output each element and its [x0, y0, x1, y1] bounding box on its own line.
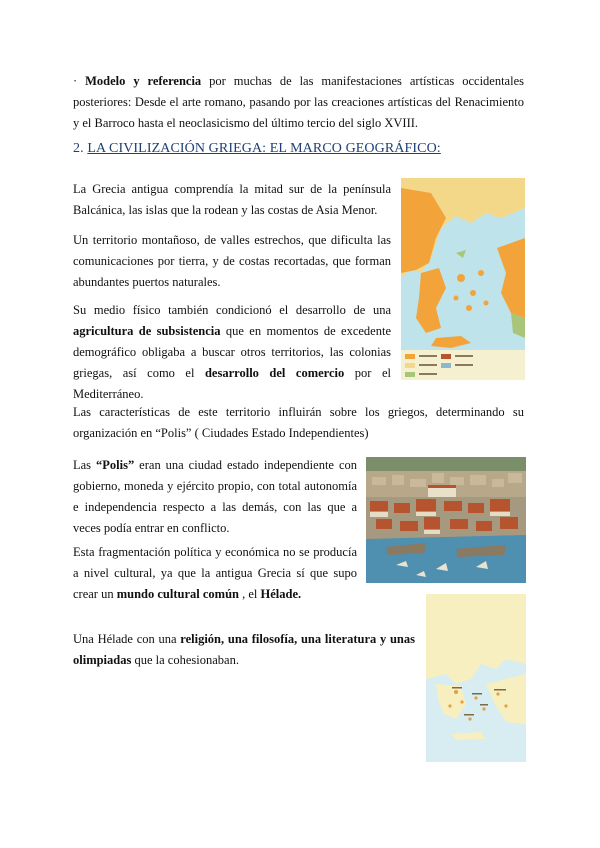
paragraph-3	[73, 300, 391, 405]
p6-bold-helade: Hélade.	[260, 587, 302, 601]
p7-text-c: que la cohesionaban.	[131, 653, 239, 667]
p6-text-c: , el	[238, 587, 261, 601]
paragraph-6	[73, 542, 357, 605]
p5-bold-polis: “Polis”	[96, 458, 135, 472]
paragraph-1: La Grecia antigua comprendía la mitad sur de la península Balcánica, las islas que la rodean y las costas de Asia Menor.	[73, 182, 391, 217]
paragraph-2: Un territorio montañoso, de valles estrechos, que dificulta las comunicaciones por tierra, y de costas recortadas, que forman abundantes puertos naturales.	[73, 233, 391, 289]
hellenic-world-map	[426, 594, 526, 762]
bullet: ·	[73, 74, 78, 88]
intro-bold: Modelo y referencia	[85, 74, 202, 88]
polis-city-illustration	[366, 457, 526, 583]
p6-bold-mundo: mundo cultural común	[116, 587, 239, 601]
intro-text: por muchas de las manifestaciones artísticas occidentales posteriores: Desde el arte romano, pasando por las creaciones artísticas del Renacimiento y el Barroco hasta el neoclasicismo del último tercio del siglo XVIII.	[73, 74, 524, 130]
p3-bold-agricultura: agricultura de subsistencia	[73, 324, 221, 338]
p6-text-a: Esta fragmentación política y económica no se producía a nivel cultural, ya que la antigua Grecia sí que supo crear un	[73, 545, 357, 601]
p7-text-a: Una Hélade con una	[73, 632, 181, 646]
p7-bold-cohesion: religión, una filosofía, una literatura y unas olimpiadas	[73, 632, 415, 667]
paragraph-5	[73, 455, 357, 539]
greece-map-image	[401, 178, 525, 380]
p3-bold-comercio: desarrollo del comercio	[204, 366, 345, 380]
paragraph-4: Las características de este territorio influirán sobre los griegos, determinando su organización en “Polis” ( Ciudades Estado Independientes)	[73, 405, 524, 440]
p3-text-e: por el Mediterráneo.	[73, 366, 391, 401]
section-number: 2.	[73, 141, 88, 156]
section-heading	[73, 141, 441, 157]
paragraph-7	[73, 629, 415, 671]
p3-text-a: Su medio físico también condicionó el desarrollo de una	[73, 303, 391, 317]
p5-text-c: eran una ciudad estado independiente con gobierno, moneda y ejército propio, con total autonomía e independencia respecto a las demás, con las que a veces podía entrar en conflicto.	[73, 458, 357, 535]
p3-text-c: que en momentos de excedente demográfico obligaba a buscar otros territorios, las colonias griegas, así como el	[73, 324, 391, 380]
section-title: LA CIVILIZACIÓN GRIEGA: EL MARCO GEOGRÁFICO:	[87, 141, 441, 156]
intro-paragraph	[73, 71, 524, 134]
p5-text-a: Las	[73, 458, 97, 472]
